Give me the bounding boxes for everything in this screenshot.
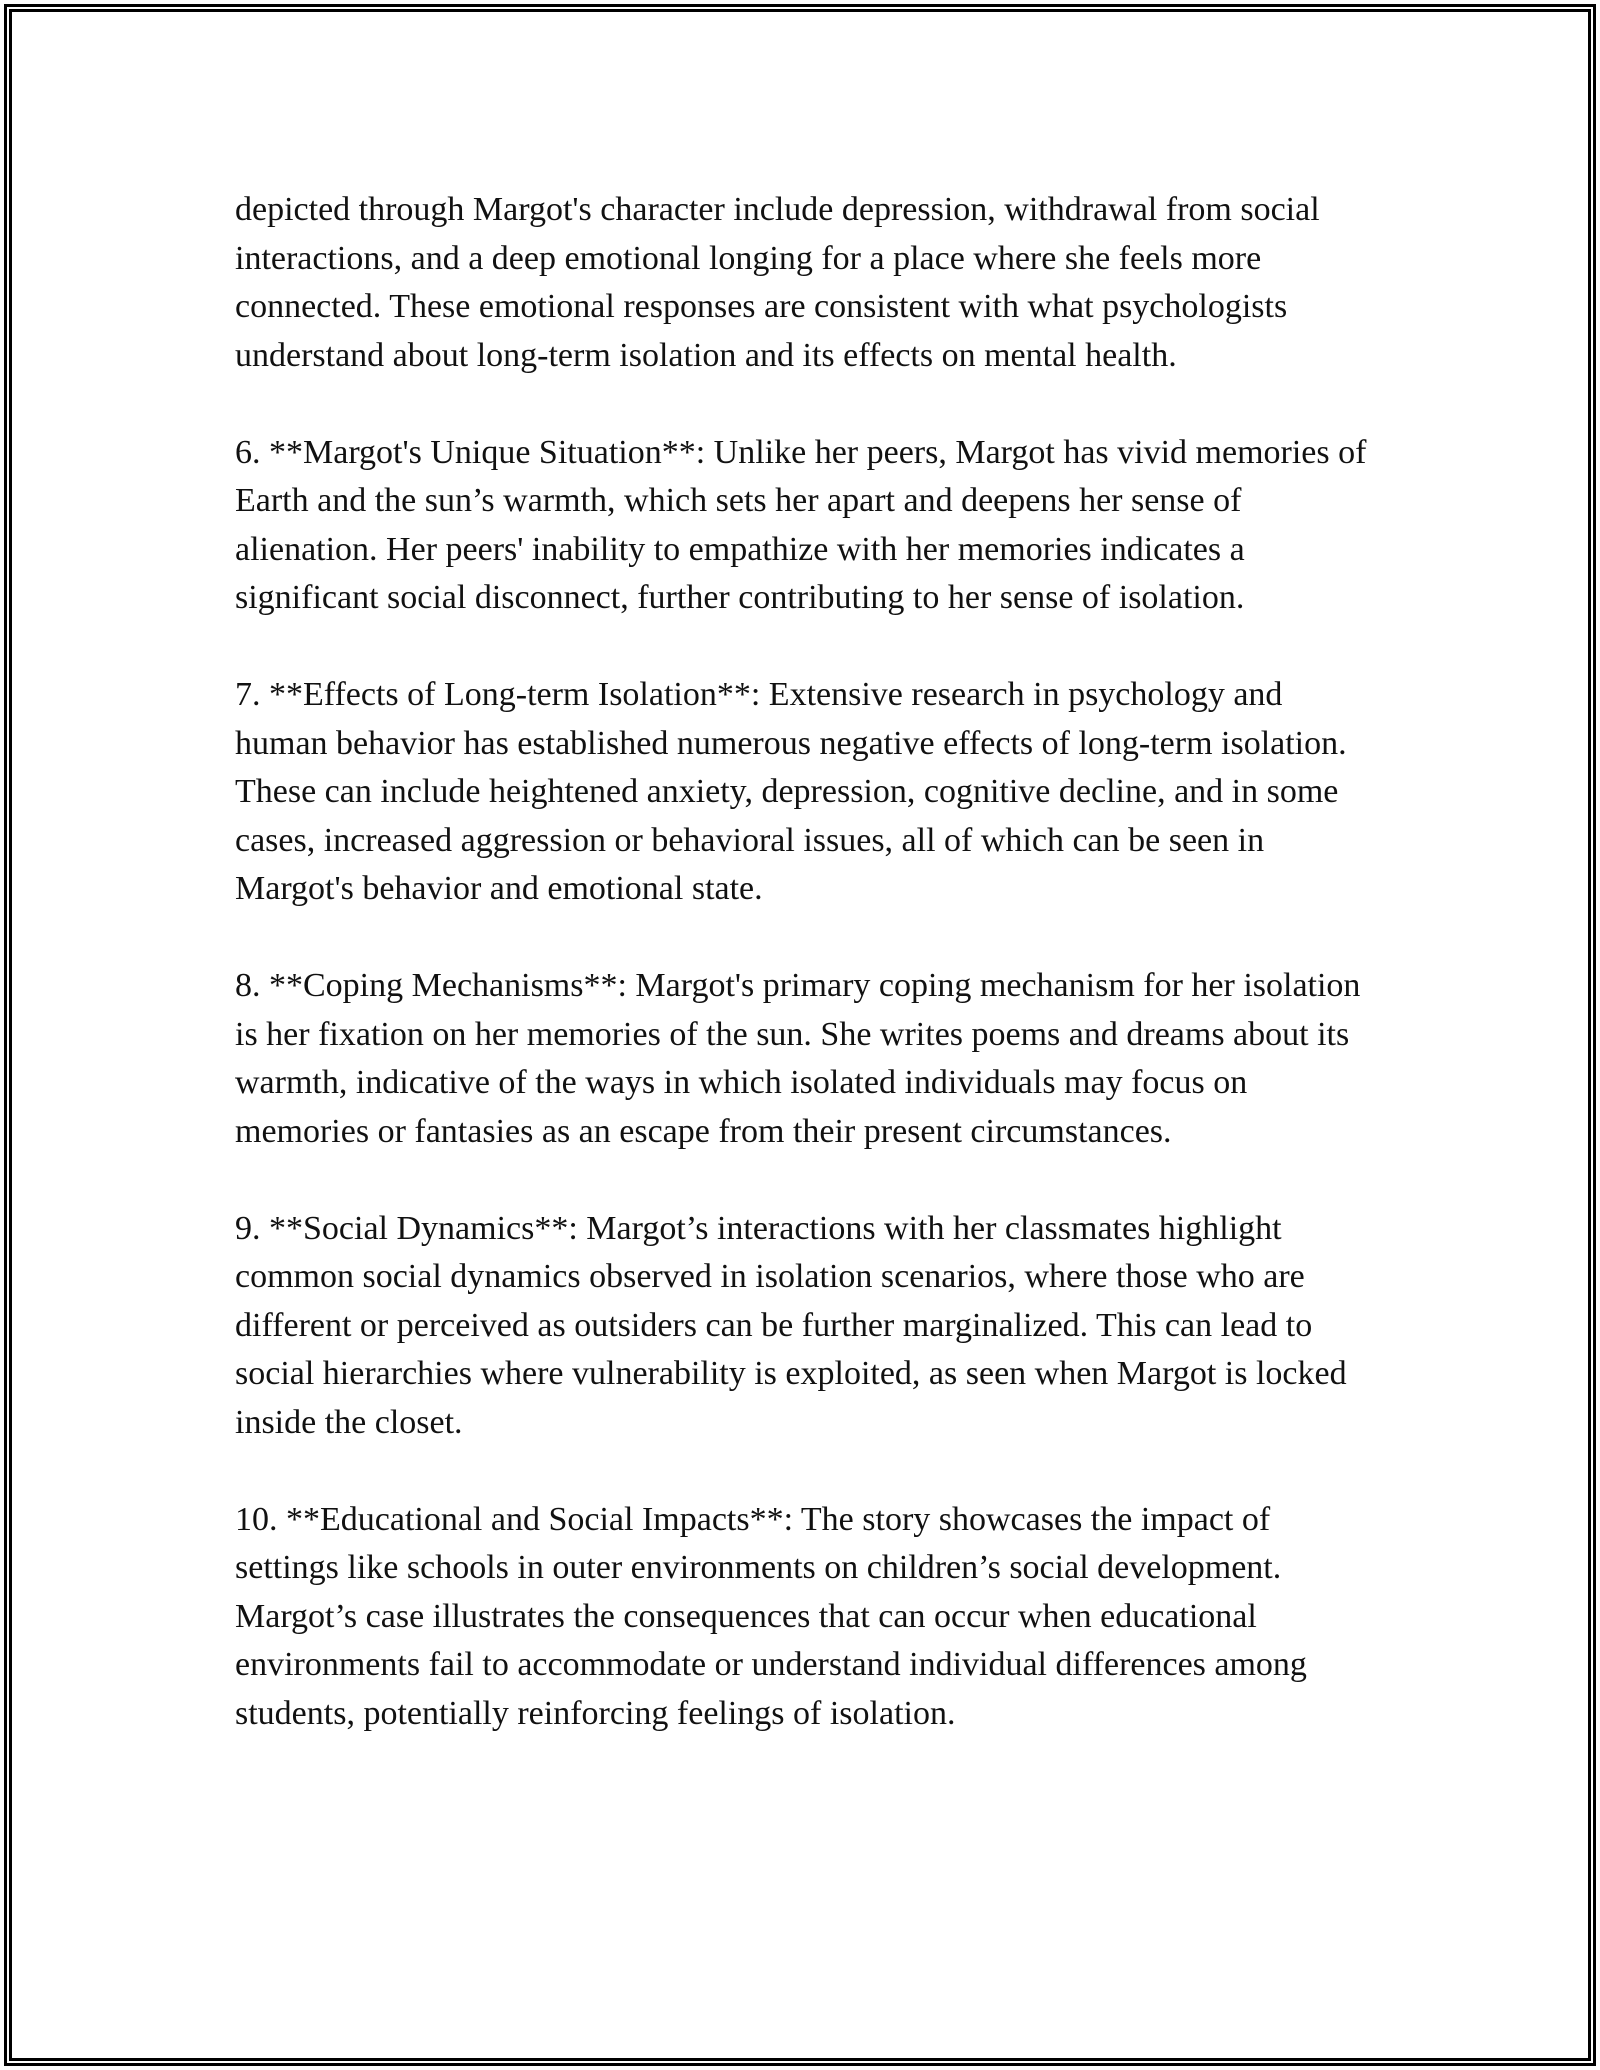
document-body xyxy=(235,186,1375,1787)
paragraph-continuation: depicted through Margot's character include depression, withdrawal from social interactions, and a deep emotional longing for a place where she feels more connected. These emotional responses are consistent with what psychologists understand about long-term isolation and its effects on mental health. xyxy=(235,191,1320,374)
paragraph-item-7: 7. **Effects of Long-term Isolation**: Extensive research in psychology and human behavior has established numerous negative effects of long-term isolation. These can include heightened anxiety, depression, cognitive decline, and in some cases, increased aggression or behavioral issues, all of which can be seen in Margot's behavior and emotional state. xyxy=(235,676,1347,907)
paragraph-item-8: 8. **Coping Mechanisms**: Margot's primary coping mechanism for her isolation is her fixation on her memories of the sun. She writes poems and dreams about its warmth, indicative of the ways in which isolated individuals may focus on memories or fantasies as an escape from their present circumstances. xyxy=(235,967,1361,1150)
paragraph-item-6: 6. **Margot's Unique Situation**: Unlike her peers, Margot has vivid memories of Earth and the sun’s warmth, which sets her apart and deepens her sense of alienation. Her peers' inability to empathize with her memories indicates a significant social disconnect, further contributing to her sense of isolation. xyxy=(235,433,1367,616)
paragraph-item-9: 9. **Social Dynamics**: Margot’s interactions with her classmates highlight common social dynamics observed in isolation scenarios, where those who are different or perceived as outsiders can be further marginalized. This can lead to social hierarchies where vulnerability is exploited, as seen when Margot is locked inside the closet. xyxy=(235,1209,1347,1441)
paragraph-item-10: 10. **Educational and Social Impacts**: The story showcases the impact of settings like schools in outer environments on children’s social development. Margot’s case illustrates the consequences that can occur when educational environments fail to accommodate or understand individual differences among students, potentially reinforcing feelings of isolation. xyxy=(235,1500,1307,1732)
